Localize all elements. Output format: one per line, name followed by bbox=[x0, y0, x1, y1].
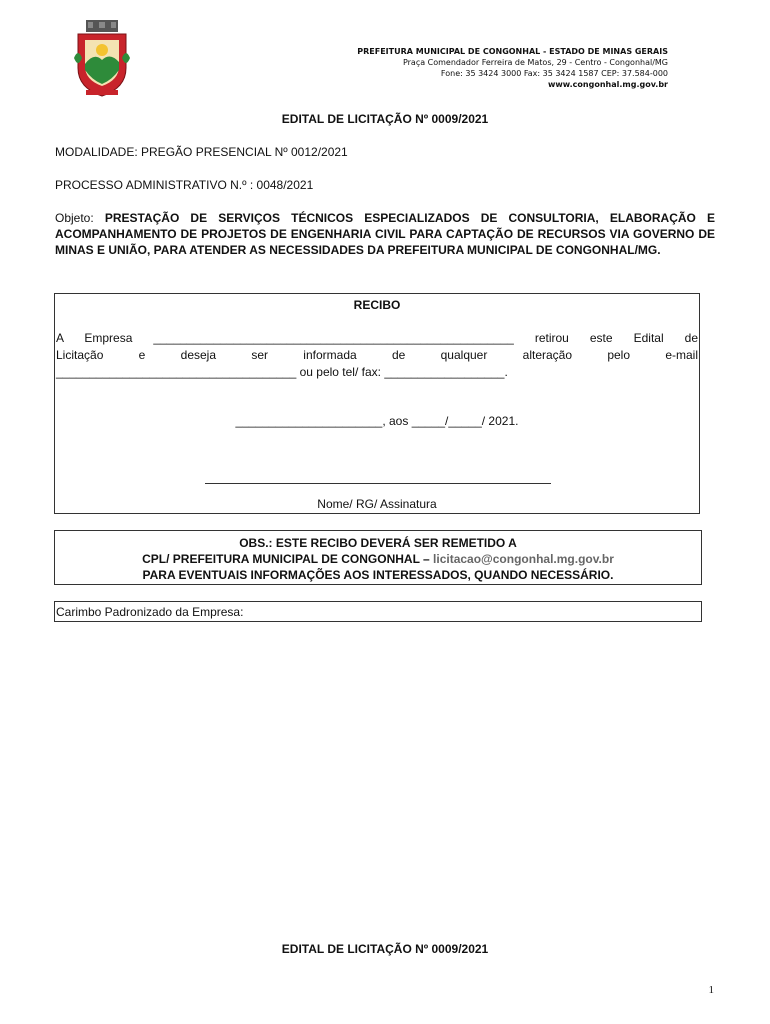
recibo-title: RECIBO bbox=[353, 298, 401, 312]
municipal-crest-logo bbox=[72, 18, 132, 98]
recibo-date-line: ______________________, aos _____/_____/ 2021. bbox=[235, 414, 519, 428]
carimbo-label: Carimbo Padronizado da Empresa: bbox=[56, 605, 244, 619]
signature-line bbox=[205, 482, 551, 484]
recibo-body bbox=[56, 330, 698, 381]
footer-edital-title: EDITAL DE LICITAÇÃO Nº 0009/2021 bbox=[281, 942, 489, 956]
recibo-line-licitacao: Licitação e deseja ser informada de qualquer alteração pelo e-mail bbox=[56, 348, 698, 362]
obs-line2-prefix: CPL/ PREFEITURA MUNICIPAL DE CONGONHAL – bbox=[142, 552, 434, 566]
recibo-box bbox=[54, 293, 700, 514]
header-address: Praça Comendador Ferreira de Matos, 29 - Centro - Congonhal/MG bbox=[402, 58, 668, 67]
carimbo-box bbox=[54, 601, 702, 622]
obs-line1: OBS.: ESTE RECIBO DEVERÁ SER REMETIDO A bbox=[239, 536, 517, 550]
recibo-line-empresa: A Empresa ______________________________________________________ retirou este Edital de bbox=[56, 331, 698, 345]
header-municipality-name: PREFEITURA MUNICIPAL DE CONGONHAL - ESTADO DE MINAS GERAIS bbox=[357, 47, 668, 56]
page-number: 1 bbox=[708, 984, 714, 996]
recibo-line-contato: ____________________________________ ou pelo tel/ fax: __________________. bbox=[56, 365, 508, 379]
municipality-header bbox=[357, 46, 668, 90]
objeto-text: PRESTAÇÃO DE SERVIÇOS TÉCNICOS ESPECIALIZADOS DE CONSULTORIA, ELABORAÇÃO E ACOMPANHAMENTO DE PROJETOS DE ENGENHARIA CIVIL PARA CAPTAÇÃO DE RECURSOS VIA GOVERNO DE MINAS E UNIÃO, PARA ATENDER AS NECESSIDADES DA PREFEITURA MUNICIPAL DE CONGONHAL/MG. bbox=[55, 211, 715, 257]
obs-email-link[interactable]: licitacao@congonhal.mg.gov.br bbox=[433, 552, 614, 566]
edital-title: EDITAL DE LICITAÇÃO Nº 0009/2021 bbox=[281, 112, 489, 126]
obs-box bbox=[54, 530, 702, 585]
processo-text: PROCESSO ADMINISTRATIVO N.º : 0048/2021 bbox=[55, 178, 314, 192]
obs-line3: PARA EVENTUAIS INFORMAÇÕES AOS INTERESSADOS, QUANDO NECESSÁRIO. bbox=[142, 568, 614, 582]
objeto-label: Objeto: bbox=[55, 211, 94, 225]
objeto-paragraph bbox=[55, 210, 715, 258]
header-website[interactable]: www.congonhal.mg.gov.br bbox=[547, 80, 668, 89]
modalidade-text: MODALIDADE: PREGÃO PRESENCIAL Nº 0012/2021 bbox=[55, 145, 348, 159]
signature-label: Nome/ RG/ Assinatura bbox=[317, 497, 437, 511]
header-phone-fax: Fone: 35 3424 3000 Fax: 35 3424 1587 CEP: 37.584-000 bbox=[440, 69, 668, 78]
obs-line2 bbox=[55, 551, 701, 567]
